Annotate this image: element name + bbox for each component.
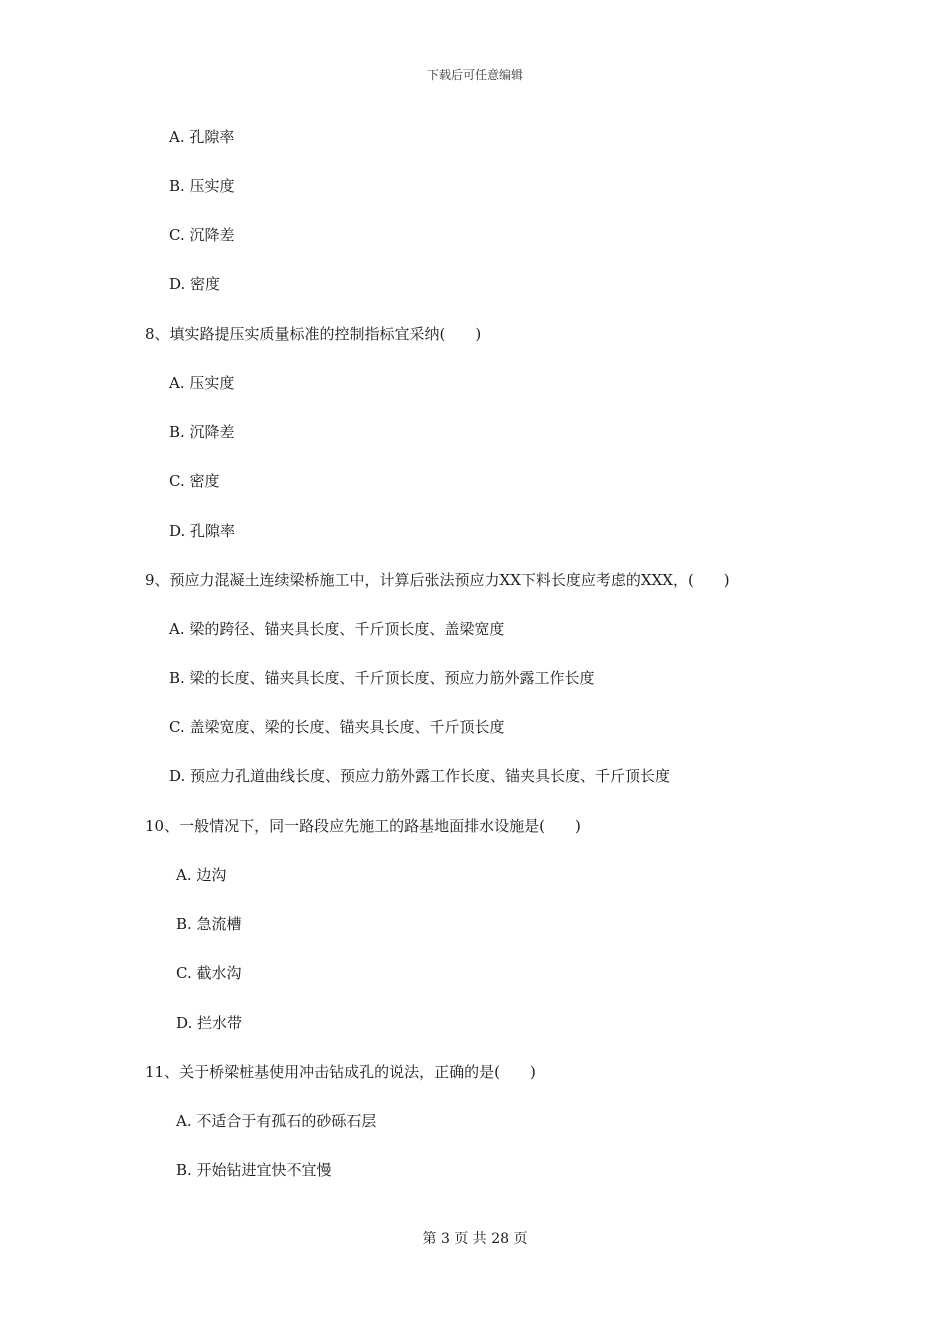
q7-option-c: C. 沉降差 (169, 226, 235, 244)
q11-option-b: B. 开始钻进宜快不宜慢 (176, 1161, 332, 1179)
q9-option-a: A. 梁的跨径、锚夹具长度、千斤顶长度、盖梁宽度 (169, 620, 505, 638)
q9-option-c: C. 盖梁宽度、梁的长度、锚夹具长度、千斤顶长度 (169, 718, 505, 736)
q8-option-b: B. 沉降差 (169, 423, 235, 441)
q11-question: 11、关于桥梁桩基使用冲击钻成孔的说法，正确的是( ) (145, 1063, 536, 1081)
q7-option-d: D. 密度 (169, 275, 221, 293)
q8-question: 8、填实路提压实质量标准的控制指标宜采纳( ) (145, 325, 482, 343)
q9-question: 9、预应力混凝土连续梁桥施工中，计算后张法预应力XX下料长度应考虑的XXX，( ) (145, 571, 730, 589)
q10-option-a: A. 边沟 (176, 866, 227, 884)
q8-option-c: C. 密度 (169, 472, 220, 490)
q11-option-a: A. 不适合于有孤石的砂砾石层 (176, 1112, 377, 1130)
q9-option-b: B. 梁的长度、锚夹具长度、千斤顶长度、预应力筋外露工作长度 (169, 669, 595, 687)
page-footer: 第 3 页 共 28 页 (422, 1231, 528, 1247)
page-header: 下载后可任意编辑 (426, 68, 523, 82)
q10-option-c: C. 截水沟 (176, 964, 242, 982)
q8-option-d: D. 孔隙率 (169, 522, 236, 540)
q8-option-a: A. 压实度 (169, 374, 235, 392)
q7-option-b: B. 压实度 (169, 177, 235, 195)
q7-option-a: A. 孔隙率 (169, 128, 235, 146)
q10-option-d: D. 拦水带 (176, 1014, 243, 1032)
q10-option-b: B. 急流槽 (176, 915, 242, 933)
q9-option-d: D. 预应力孔道曲线长度、预应力筋外露工作长度、锚夹具长度、千斤顶长度 (169, 767, 671, 785)
q10-question: 10、一般情况下，同一路段应先施工的路基地面排水设施是( ) (145, 817, 581, 835)
